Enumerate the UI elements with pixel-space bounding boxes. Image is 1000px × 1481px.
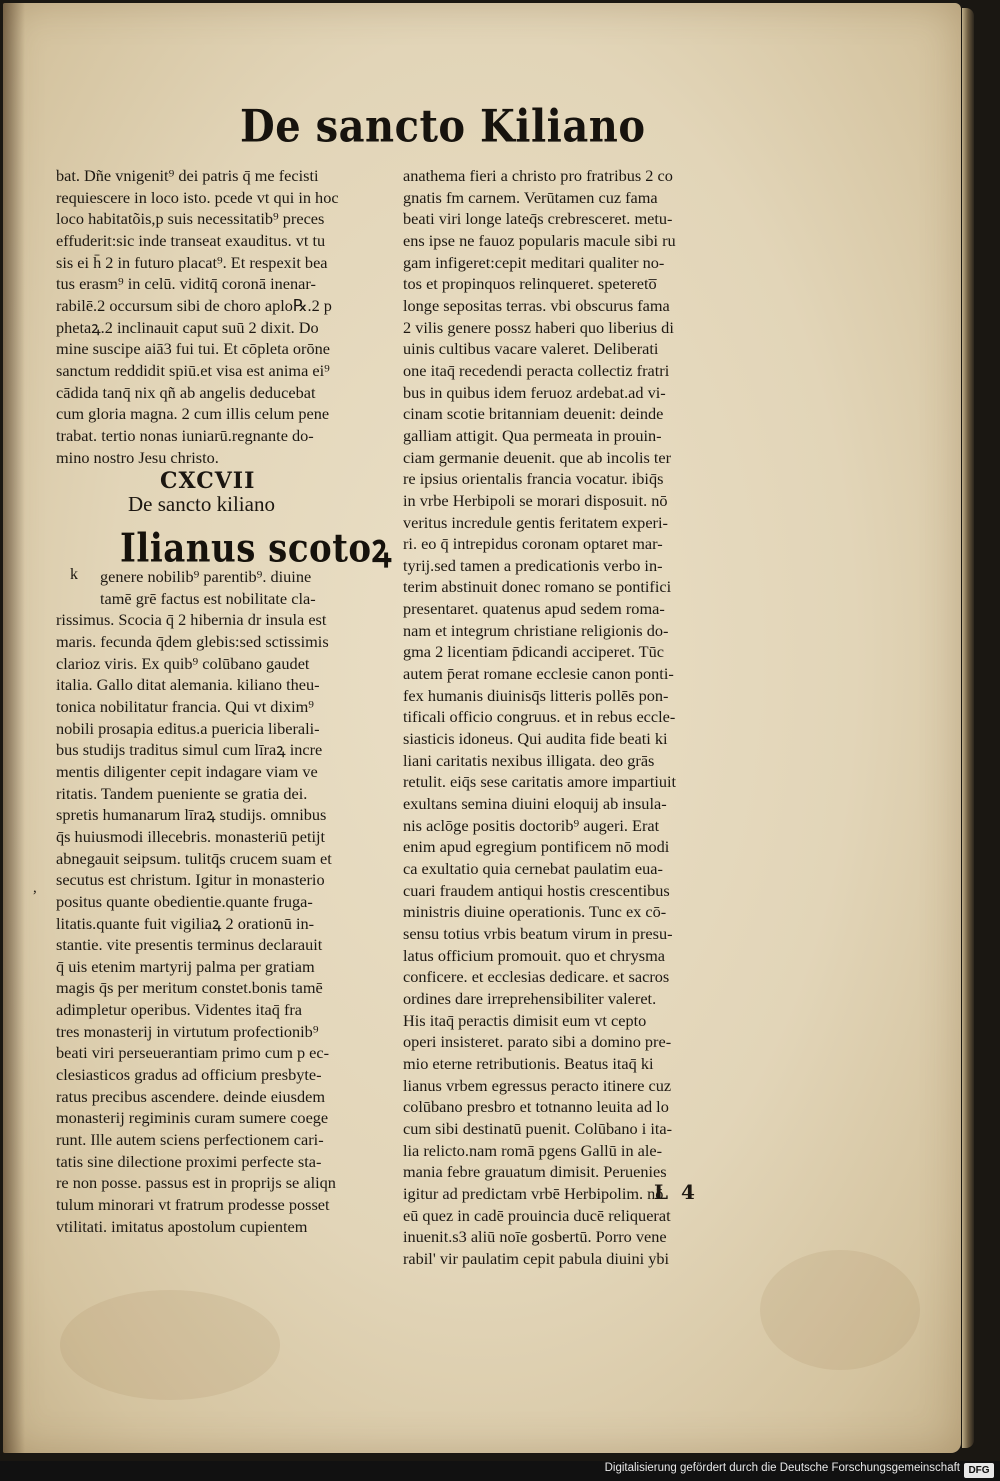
text-line: autem p̄erat romane ecclesie canon ponti- [403,664,674,684]
text-line: anathema fieri a christo pro fratribus 2 co [403,166,673,185]
text-line: cum gloria magna. 2 cum illis celum pene [56,404,330,424]
text-line: uinis cultibus vacare valeret. Deliberati [403,339,659,359]
text-line: siasticis idoneus. Qui audita fide beati ki [403,729,668,749]
text-line: tos et propinquos relinqueret. spetereto̅ [403,274,657,294]
text-line: bus studijs traditus simul cum līraꝝ incre [56,740,323,760]
text-line: veritus incredule gentis feritatem experi- [403,512,668,532]
text-line: tatis sine dilectione proximi perfecte sta- [56,1151,322,1171]
text-line: gnatis fm carnem. Verūtamen cuz fama [403,187,658,207]
text-line: lianus vrbem egressus peracto itinere cuz [403,1075,672,1095]
text-line: gma 2 licentiam p̄dicandi acciperet. Tūc [403,642,664,662]
text-line: 2 vilis genere possz haberi quo liberius di [403,317,674,337]
text-line: presentaret. quatenus apud sedem roma- [403,599,665,619]
text-line: tificali officio congruus. et in rebus eccle- [403,707,676,727]
text-line: rabil' vir paulatim cepit pabula diuini ybi [403,1248,670,1268]
text-line: spretis humanarum līraꝝ studijs. omnibus [56,805,327,825]
text-line: maris. fecunda q̄dem glebis:sed sctissimis [56,631,329,651]
text-line: His itaq̄ peractis dimisit eum vt cepto [403,1010,647,1030]
text-line: nobili prosapia editus.a puericia liberali- [56,718,320,738]
text-line: conficere. et ecclesias dedicare. et sacros [403,967,670,987]
initial-guide-letter: k [70,566,78,583]
text-line: galliam attigit. Qua permeata in prouin- [403,425,662,445]
text-line: runt. Ille autem sciens perfectionem cari- [56,1130,324,1150]
text-line: colūbano presbro et totnanno leuita ad lo [403,1097,669,1117]
text-line: fex humanis diuinisq̄s litteris pollēs pon- [403,685,669,705]
text-line: ca exultatio quia cernebat paulatim eua- [403,859,663,878]
text-line: nam et integrum christiane religionis do- [403,620,669,640]
text-line: mino nostro Jesu christo. [56,447,219,467]
text-line: re ipsius orientalis francia vocatur. ibiq̄s [403,469,664,489]
paper-stain [60,1290,280,1400]
text-line: cinam scotie britanniam deuenit: deinde [403,404,664,424]
text-line: effuderit:sic inde transeat exauditus. vt tu [56,230,326,250]
text-line: cuari fraudem antiqui hostis crescentibus [403,880,670,900]
text-line: ministris diuine operationis. Tunc ex cō- [403,902,667,922]
text-line: ritatis. Tandem pueniente se gratia dei. [56,783,308,803]
text-line: stantie. vite presentis terminus declarauit [56,935,323,955]
text-line: rissimus. Scocia q̄ 2 hibernia dr insula est [56,610,327,630]
chapter-number: CXCVII [160,468,256,494]
text-line: monasterij regiminis curam sumere coege [56,1108,329,1128]
text-line: tulum minorari vt fratrum prodesse posset [56,1195,330,1215]
text-line: igitur ad predictam vrbē Herbipolim. nō [403,1183,664,1203]
text-line: litatis.quante fuit vigiliaꝝ 2 orationū in- [56,913,315,933]
text-line: tres monasterij in virtutum profectionib⁹ [56,1021,319,1041]
text-line: bus in quibus idem feruoz ardebat.ad vi- [403,382,666,402]
text-line: ri. eo q̄ intrepidus coronam optaret mar- [403,534,663,554]
text-line: trabat. tertio nonas iuniarū.regnante do- [56,425,314,445]
text-line: sis ei h̄ 2 in futuro placat⁹. Et respexit bea [56,252,328,272]
text-line: loco habitatõis,p suis necessitatib⁹ preces [56,209,325,229]
text-line: exultans semina diuini eloquij ab insula- [403,794,667,814]
text-line: tamē grē factus est nobilitate cla- [100,588,316,608]
text-line: enim apud egregium pontificem nō modi [403,837,670,857]
text-line: mine suscipe aiā3 fui tui. Et cōpleta orōne [56,339,330,359]
running-heading: De sancto Kiliano [240,100,646,153]
text-line: positus quante obedientie.quante fruga- [56,891,313,911]
text-line: requiescere in loco isto. pcede vt qui in hoc [56,187,339,207]
text-line: clarioz viris. Ex quib⁹ colūbano gaudet [56,653,310,673]
text-line: retulit. eiq̄s sese caritatis amore impartiuit [403,772,677,792]
paper-stain [760,1250,920,1370]
text-line: magis q̄s per meritum constet.bonis tamē [56,978,323,998]
text-line: eū quez in cadē prouincia ducē reliquerat [403,1205,671,1225]
text-line: in vrbe Herbipoli se morari disposuit. nō [403,490,668,510]
signature-mark: L 4 [654,1180,698,1204]
text-line: sanctum reddidit spiū.et visa est anima ei⁹ [56,360,330,380]
chapter-title: De sancto kiliano [128,492,275,516]
text-line: liani caritatis nexibus illigata. deo grās [403,750,655,770]
text-line: mentis diligenter cepit indagare viam ve [56,761,318,781]
text-line: ratus precibus ascendere. deinde eiusdem [56,1086,325,1106]
text-line: ordines dare irreprehensibiliter valeret. [403,988,657,1008]
text-line: sensu totius vrbis beatum virum in presu- [403,923,673,943]
text-line: mania febre grauatum dimisit. Peruenies [403,1162,667,1182]
text-line: phetaꝝ.2 inclinauit caput suū 2 dixit. Do [56,317,319,337]
text-line: mio eterne retributionis. Beatus itaq̄ ki [403,1053,654,1073]
text-line: secutus est christum. Igitur in monasterio [56,870,325,890]
text-line: q̄s huiusmodi illecebris. monasteriū petijt [56,826,326,846]
dfg-logo: DFG [964,1463,994,1478]
text-line: bat. Dñe vnigenit⁹ dei patris q̄ me fecisti [56,166,319,185]
page-edge [962,8,974,1448]
text-line: ens ipse ne fauoz popularis macule sibi ru [403,230,676,250]
text-line: cādida tanq̄ nix qñ ab angelis deducebat [56,382,316,402]
left-column-bottom [56,566,374,1237]
text-line: adimpletur operibus. Videntes itaq̄ fra [56,1000,303,1020]
text-line: tus erasm⁹ in celū. viditq̄ coronā inenar- [56,274,316,294]
text-line: gam infigeret:cepit meditari qualiter no- [403,252,665,272]
text-line: tyrij.sed tamen a predicationis verbo in- [403,555,663,575]
funding-credit: Digitalisierung gefördert durch die Deutsche Forschungsgemeinschaft [604,1462,960,1474]
text-line: italia. Gallo ditat alemania. kiliano theu- [56,675,320,695]
text-line: re non posse. passus est in proprijs se aliqn [56,1173,336,1193]
text-line: beati viri longe lateq̄s crebresceret. metu- [403,209,673,229]
text-line: ciam germanie deuenit. que ab incolis ter [403,447,672,467]
text-line: lia relicto.nam romā pgens Gallū in ale- [403,1140,663,1160]
margin-mark: , [33,880,37,896]
text-line: one itaq̄ recedendi peracta collectiz fratri [403,360,670,380]
page-gutter-shadow [3,3,25,1453]
text-line: genere nobilib⁹ parentib⁹. diuine [100,567,312,586]
text-line: beati viri perseuerantiam primo cum p ec- [56,1043,330,1063]
text-line: terim abstinuit donec romano se pontifici [403,577,672,597]
right-column [403,165,733,1269]
text-line: operi insisteret. parato sibi a domino pre- [403,1032,672,1052]
text-line: abnegauit seipsum. tulitq̄s crucem suam et [56,848,332,868]
text-line: latus officium promouit. quo et chrysma [403,945,665,965]
text-line: tonica nobilitatur francia. Qui vt dixim⁹ [56,696,314,716]
text-line: rabilē.2 occursum sibi de choro aplo℞.2 p [56,295,332,315]
text-line: q̄ uis etenim martyrij palma per gratiam [56,956,315,976]
text-line: longe sepositas terras. vbi obscurus fama [403,295,670,315]
text-line: clesiasticos gradus ad officium presbyte- [56,1065,322,1085]
text-line: inuenit.s3 aliū noīe gosbertū. Porro vene [403,1227,667,1247]
text-line: nis aclōge positis doctorib⁹ augeri. Erat [403,815,660,835]
left-column-top [56,165,374,468]
text-line: vtilitati. imitatus apostolum cupientem [56,1216,308,1236]
text-line: cum sibi destinatū puenit. Colūbano i ita- [403,1118,673,1138]
incipit-heading: Ilianus scotoꝝ [120,525,392,572]
